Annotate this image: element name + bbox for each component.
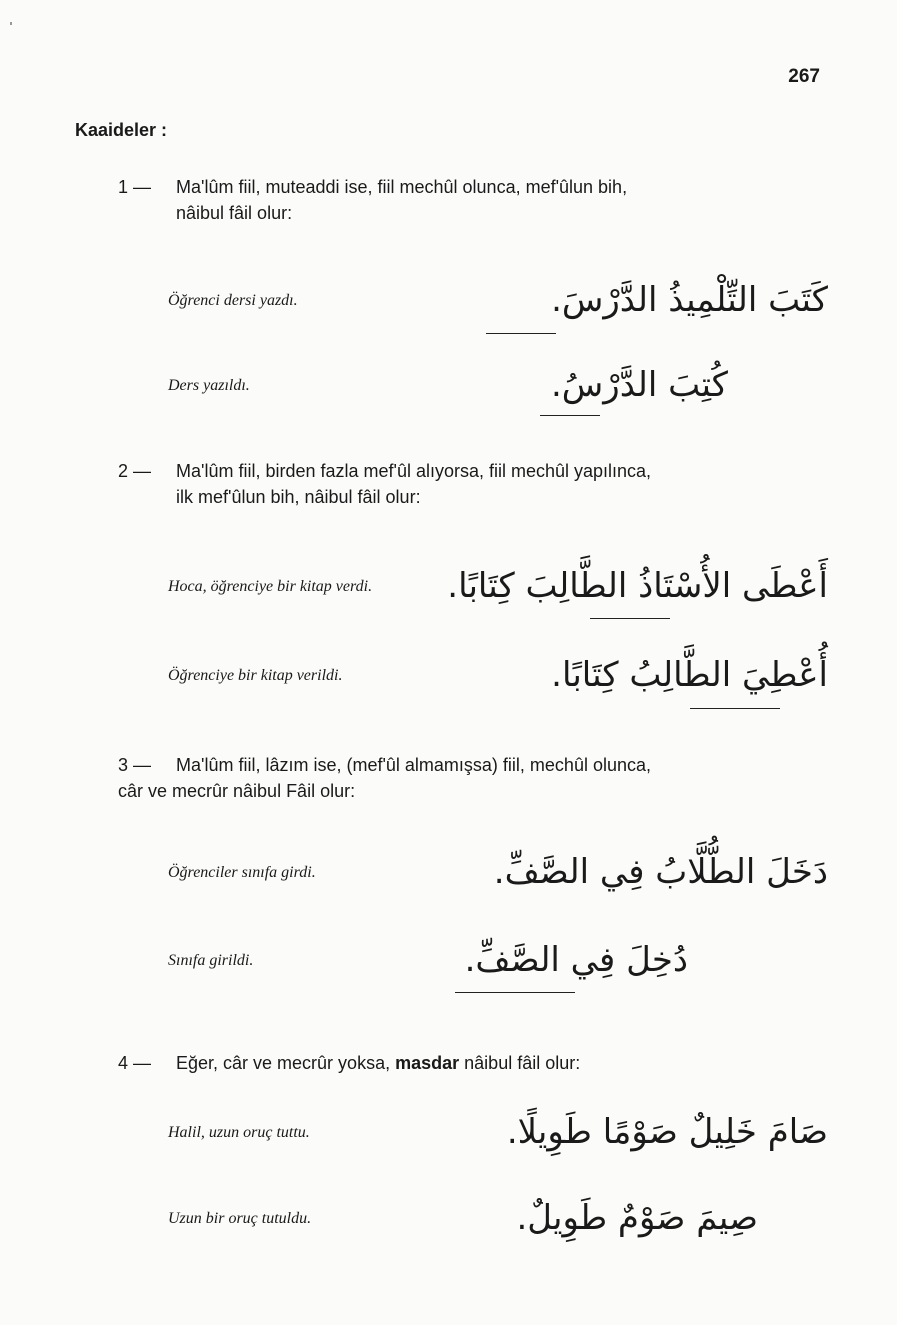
turkish-sentence: Öğrenci dersi yazdı. (168, 292, 298, 309)
underline (590, 618, 670, 619)
example-2a (168, 566, 828, 616)
turkish-sentence: Ders yazıldı. (168, 377, 250, 394)
scan-speck (10, 22, 12, 25)
rule-number: 2 — (118, 461, 152, 481)
example-3a (168, 852, 828, 902)
page-number: 267 (788, 66, 820, 87)
underline (540, 415, 600, 416)
rule-4 (118, 1050, 823, 1076)
rule-text-bold: masdar (395, 1053, 460, 1073)
rule-text-line2: ilk mef'ûlun bih, nâibul fâil olur: (176, 487, 421, 507)
arabic-sentence: أَعْطَى الأُسْتَاذُ الطَّالِبَ كِتَابًا. (447, 566, 828, 606)
rule-text-line2: câr ve mecrûr nâibul Fâil olur: (118, 781, 356, 801)
rule-text-line1: Ma'lûm fiil, lâzım ise, (mef'ûl almamışsa) fiil, mechûl olunca, (176, 755, 651, 775)
arabic-sentence: دُخِلَ فِي الصَّفِّ. (464, 940, 688, 980)
turkish-sentence: Sınıfa girildi. (168, 952, 254, 969)
turkish-sentence: Halil, uzun oruç tuttu. (168, 1124, 310, 1141)
underline (690, 708, 780, 709)
rule-1 (118, 174, 823, 226)
example-3b (168, 940, 688, 990)
example-1a (168, 280, 828, 330)
arabic-sentence: دَخَلَ الطُّلَّابُ فِي الصَّفِّ. (493, 852, 828, 892)
rule-number: 4 — (118, 1053, 152, 1073)
rule-text-b: nâibul fâil olur: (464, 1053, 581, 1073)
rule-text-line2: nâibul fâil olur: (176, 203, 293, 223)
turkish-sentence: Uzun bir oruç tutuldu. (168, 1210, 312, 1227)
rule-number: 1 — (118, 177, 152, 197)
example-2b (168, 655, 828, 705)
section-heading: Kaaideler : (75, 120, 168, 140)
arabic-sentence: أُعْطِيَ الطَّالِبُ كِتَابًا. (551, 655, 828, 695)
rule-text-line1: Ma'lûm fiil, birden fazla mef'ûl alıyorsa, fiil mechûl yapılınca, (176, 461, 652, 481)
turkish-sentence: Öğrenciye bir kitap verildi. (168, 667, 343, 684)
arabic-sentence: كَتَبَ التِّلْمِيذُ الدَّرْسَ. (551, 280, 828, 320)
turkish-sentence: Öğrenciler sınıfa girdi. (168, 864, 316, 881)
underline (455, 992, 575, 993)
underline (486, 333, 556, 334)
arabic-sentence: صِيمَ صَوْمٌ طَوِيلٌ. (516, 1198, 758, 1238)
rule-3 (118, 752, 823, 804)
turkish-sentence: Hoca, öğrenciye bir kitap verdi. (168, 578, 373, 595)
example-4a (168, 1112, 828, 1162)
rule-2 (118, 458, 823, 510)
arabic-sentence: كُتِبَ الدَّرْسُ. (550, 365, 728, 405)
example-1b (168, 365, 728, 415)
rule-text-line1: Ma'lûm fiil, muteaddi ise, fiil mechûl olunca, mef'ûlun bih, (176, 177, 628, 197)
rule-number: 3 — (118, 755, 152, 775)
rule-text-a: Eğer, câr ve mecrûr yoksa, (176, 1053, 391, 1073)
arabic-sentence: صَامَ خَلِيلٌ صَوْمًا طَوِيلًا. (506, 1112, 828, 1152)
example-4b (168, 1198, 758, 1248)
